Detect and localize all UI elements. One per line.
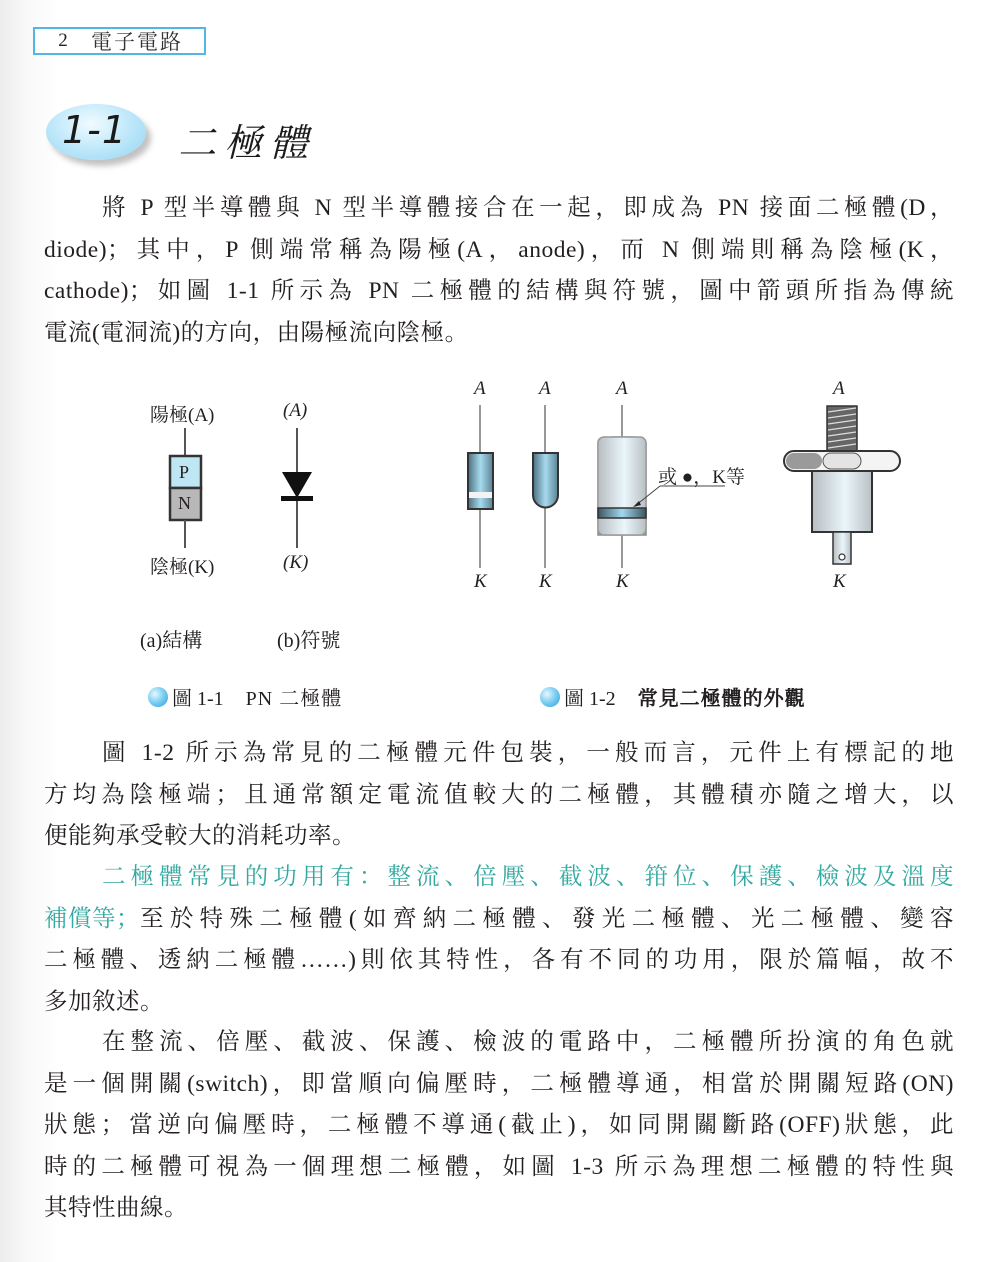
pn-structure-diagram bbox=[160, 420, 240, 560]
text-line: 二極體、透納二極體……)則依其特性，各有不同的功用，限於篇幅，故不 bbox=[44, 947, 954, 973]
symbol-cathode-label: (K) bbox=[283, 552, 309, 573]
paragraph-functions bbox=[44, 857, 954, 1023]
cathode-label: 陰極(K) bbox=[150, 557, 215, 578]
figure-title: PN 二極體 bbox=[245, 688, 343, 710]
section-number: 1-1 bbox=[62, 108, 128, 152]
text-line: 其特性曲線。 bbox=[44, 1195, 188, 1221]
book-title: 電子電路 bbox=[91, 30, 183, 54]
highlighted-text-line: 二極體常見的功用有：整流、倍壓、截波、箝位、保護、檢波及溫度 bbox=[102, 864, 954, 890]
text: 至於特殊二極體(如齊納二極體、發光二極體、光二極體、變容 bbox=[140, 905, 954, 932]
caption-bullet-icon bbox=[540, 687, 560, 707]
text-line: 是一個開關(switch)，即當順向偏壓時，二極體導通，相當於開關短路(ON) bbox=[44, 1070, 954, 1097]
n-region-label: N bbox=[178, 493, 191, 513]
anode-label: 陽極(A) bbox=[150, 405, 215, 426]
text-line: 方均為陰極端；且通常額定電流值較大的二極體，其體積亦隨之增大，以 bbox=[44, 781, 954, 808]
package-1-cathode-label: K bbox=[474, 571, 487, 592]
package-4-cathode-label: K bbox=[833, 571, 846, 592]
paragraph-packages bbox=[44, 733, 954, 858]
text-line bbox=[44, 899, 954, 941]
paragraph-intro bbox=[44, 188, 954, 354]
highlighted-text: 補償等； bbox=[44, 905, 140, 932]
section-heading bbox=[46, 104, 446, 164]
p-region-label: P bbox=[179, 462, 190, 482]
subcaption-symbol: (b)符號 bbox=[277, 630, 341, 652]
package-4-anode-label: A bbox=[833, 378, 845, 399]
text-line: diode)；其中，P 側端常稱為陽極(A，anode)，而 N 側端則稱為陰極(K， bbox=[44, 236, 954, 263]
text-line: 電流(電洞流)的方向，由陽極流向陰極。 bbox=[44, 319, 469, 346]
text-line: 便能夠承受較大的消耗功率。 bbox=[44, 823, 356, 849]
running-header bbox=[33, 27, 206, 55]
package-1-anode-label: A bbox=[474, 378, 486, 399]
subcaption-structure: (a)結構 bbox=[140, 630, 203, 652]
cathode-marking-note: 或 ●，K等 bbox=[658, 467, 745, 488]
symbol-anode-label: (A) bbox=[283, 400, 308, 421]
text-line: 時的二極體可視為一個理想二極體，如圖 1-3 所示為理想二極體的特性與 bbox=[44, 1153, 954, 1180]
package-2-cathode-label: K bbox=[539, 571, 552, 592]
figure-1-2-caption bbox=[540, 682, 806, 711]
figure-number: 圖 1-2 bbox=[564, 688, 616, 710]
text-line: cathode)；如圖 1-1 所示為 PN 二極體的結構與符號，圖中箭頭所指為傳統 bbox=[44, 278, 954, 304]
text-line: 在整流、倍壓、截波、保護、檢波的電路中，二極體所扮演的角色就 bbox=[102, 1029, 954, 1055]
package-3-cathode-label: K bbox=[616, 571, 629, 592]
figure-number: 圖 1-1 bbox=[172, 688, 224, 710]
figures-area bbox=[130, 370, 930, 710]
section-title: 二極體 bbox=[178, 121, 317, 165]
figure-1-1-caption bbox=[148, 682, 342, 711]
text-line: 圖 1-2 所示為常見的二極體元件包裝，一般而言，元件上有標記的地 bbox=[102, 740, 954, 766]
diode-symbol-icon bbox=[270, 420, 330, 560]
figure-title: 常見二極體的外觀 bbox=[637, 686, 806, 710]
package-2-anode-label: A bbox=[539, 378, 551, 399]
caption-bullet-icon bbox=[148, 687, 168, 707]
text-line: 多加敘述。 bbox=[44, 988, 164, 1015]
text-line: 狀態；當逆向偏壓時，二極體不導通(截止)，如同開關斷路(OFF)狀態，此 bbox=[44, 1112, 954, 1138]
text-line: 將 P 型半導體與 N 型半導體接合在一起，即成為 PN 接面二極體(D， bbox=[102, 195, 954, 221]
paragraph-switch bbox=[44, 1022, 954, 1230]
package-3-anode-label: A bbox=[616, 378, 628, 399]
page-number: 2 bbox=[58, 30, 68, 51]
